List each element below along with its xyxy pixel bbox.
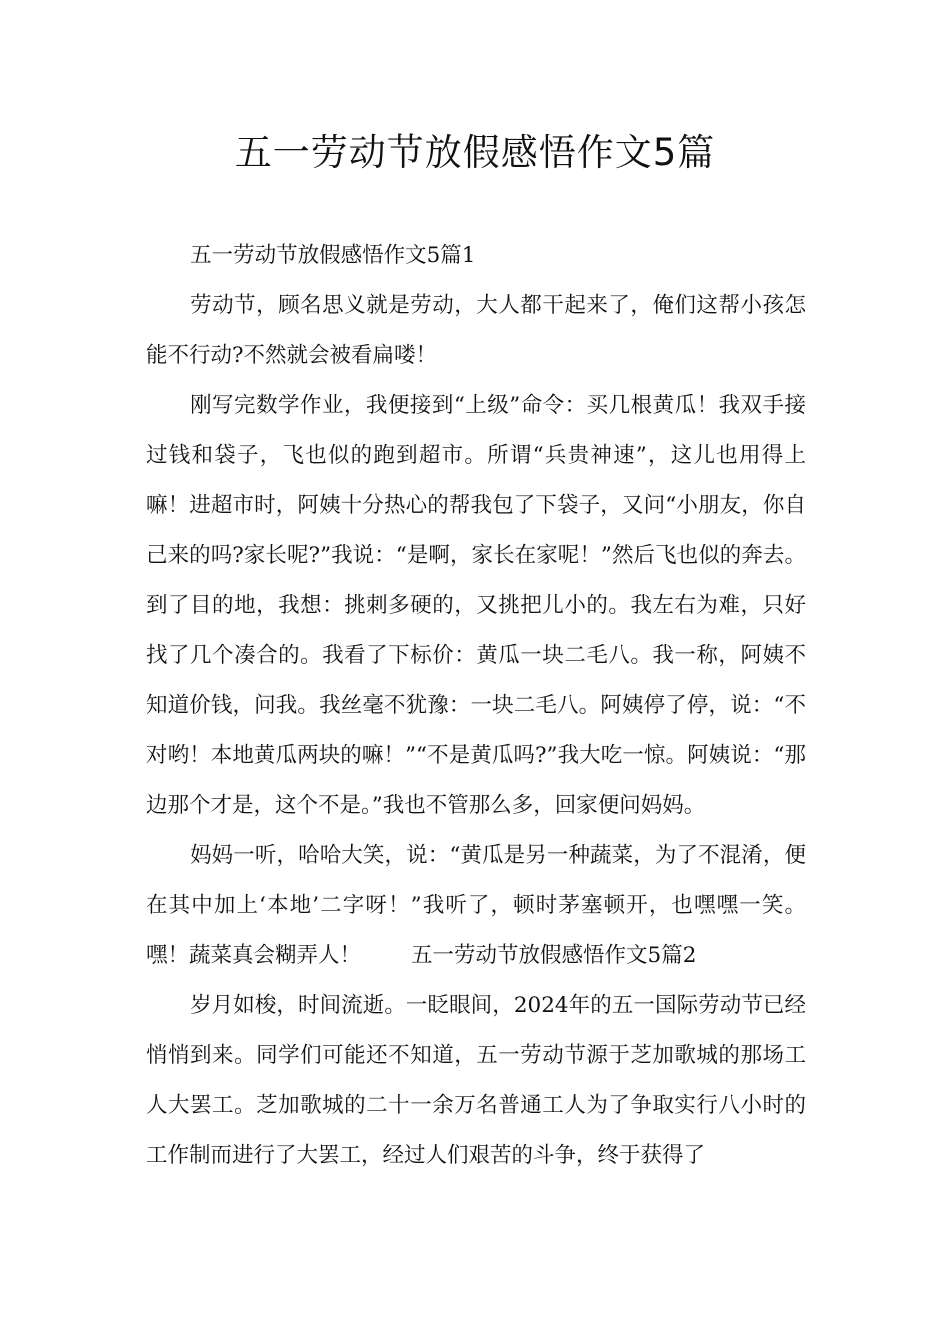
section-heading-2: 五一劳动节放假感悟作文5篇2 bbox=[411, 943, 697, 968]
paragraph: 岁月如梭，时间流逝。一眨眼间，2024年的五一国际劳动节已经悄悄到来。同学们可能还不知道，五一劳动节源于芝加歌城的那场工人大罢工。芝加歌城的二十一余万名普通工人为了争取实行八小时的工作制而进行了大罢工，经过人们艰苦的斗争，终于获得了 bbox=[146, 993, 806, 1168]
paragraph: 刚写完数学作业，我便接到“上级”命令：买几根黄瓜！我双手接过钱和袋子，飞也似的跑到超市。所谓“兵贵神速”，这儿也用得上嘛！进超市时，阿姨十分热心的帮我包了下袋子，又问“小朋友，你自己来的吗?家长呢?”我说：“是啊，家长在家呢！”然后飞也似的奔去。到了目的地，我想：挑刺多硬的，又挑把儿小的。我左右为难，只好找了几个凑合的。我看了下标价：黄瓜一块二毛八。我一称，阿姨不知道价钱，问我。我丝毫不犹豫：一块二毛八。阿姨停了停，说：“不对哟！本地黄瓜两块的嘛！”“不是黄瓜吗?”我大吃一惊。阿姨说：“那边那个才是，这个不是。”我也不管那么多，回家便问妈妈。 bbox=[146, 393, 806, 818]
paragraph: 劳动节，顾名思义就是劳动，大人都干起来了，俺们这帮小孩怎能不行动?不然就会被看扁喽！ bbox=[146, 293, 806, 368]
document-title: 五一劳动节放假感悟作文5篇 bbox=[234, 131, 716, 174]
paragraph-text: 妈妈一听，哈哈大笑，说：“黄瓜是另一种蔬菜，为了不混淆，便在其中加上‘本地’二字呀！”我听了，顿时茅塞顿开，也嘿嘿一笑。嘿！蔬菜真会糊弄人！ bbox=[146, 843, 806, 968]
section-heading-1: 五一劳动节放假感悟作文5篇1 bbox=[190, 243, 476, 268]
paragraph bbox=[146, 831, 806, 981]
document-body bbox=[146, 231, 806, 1181]
